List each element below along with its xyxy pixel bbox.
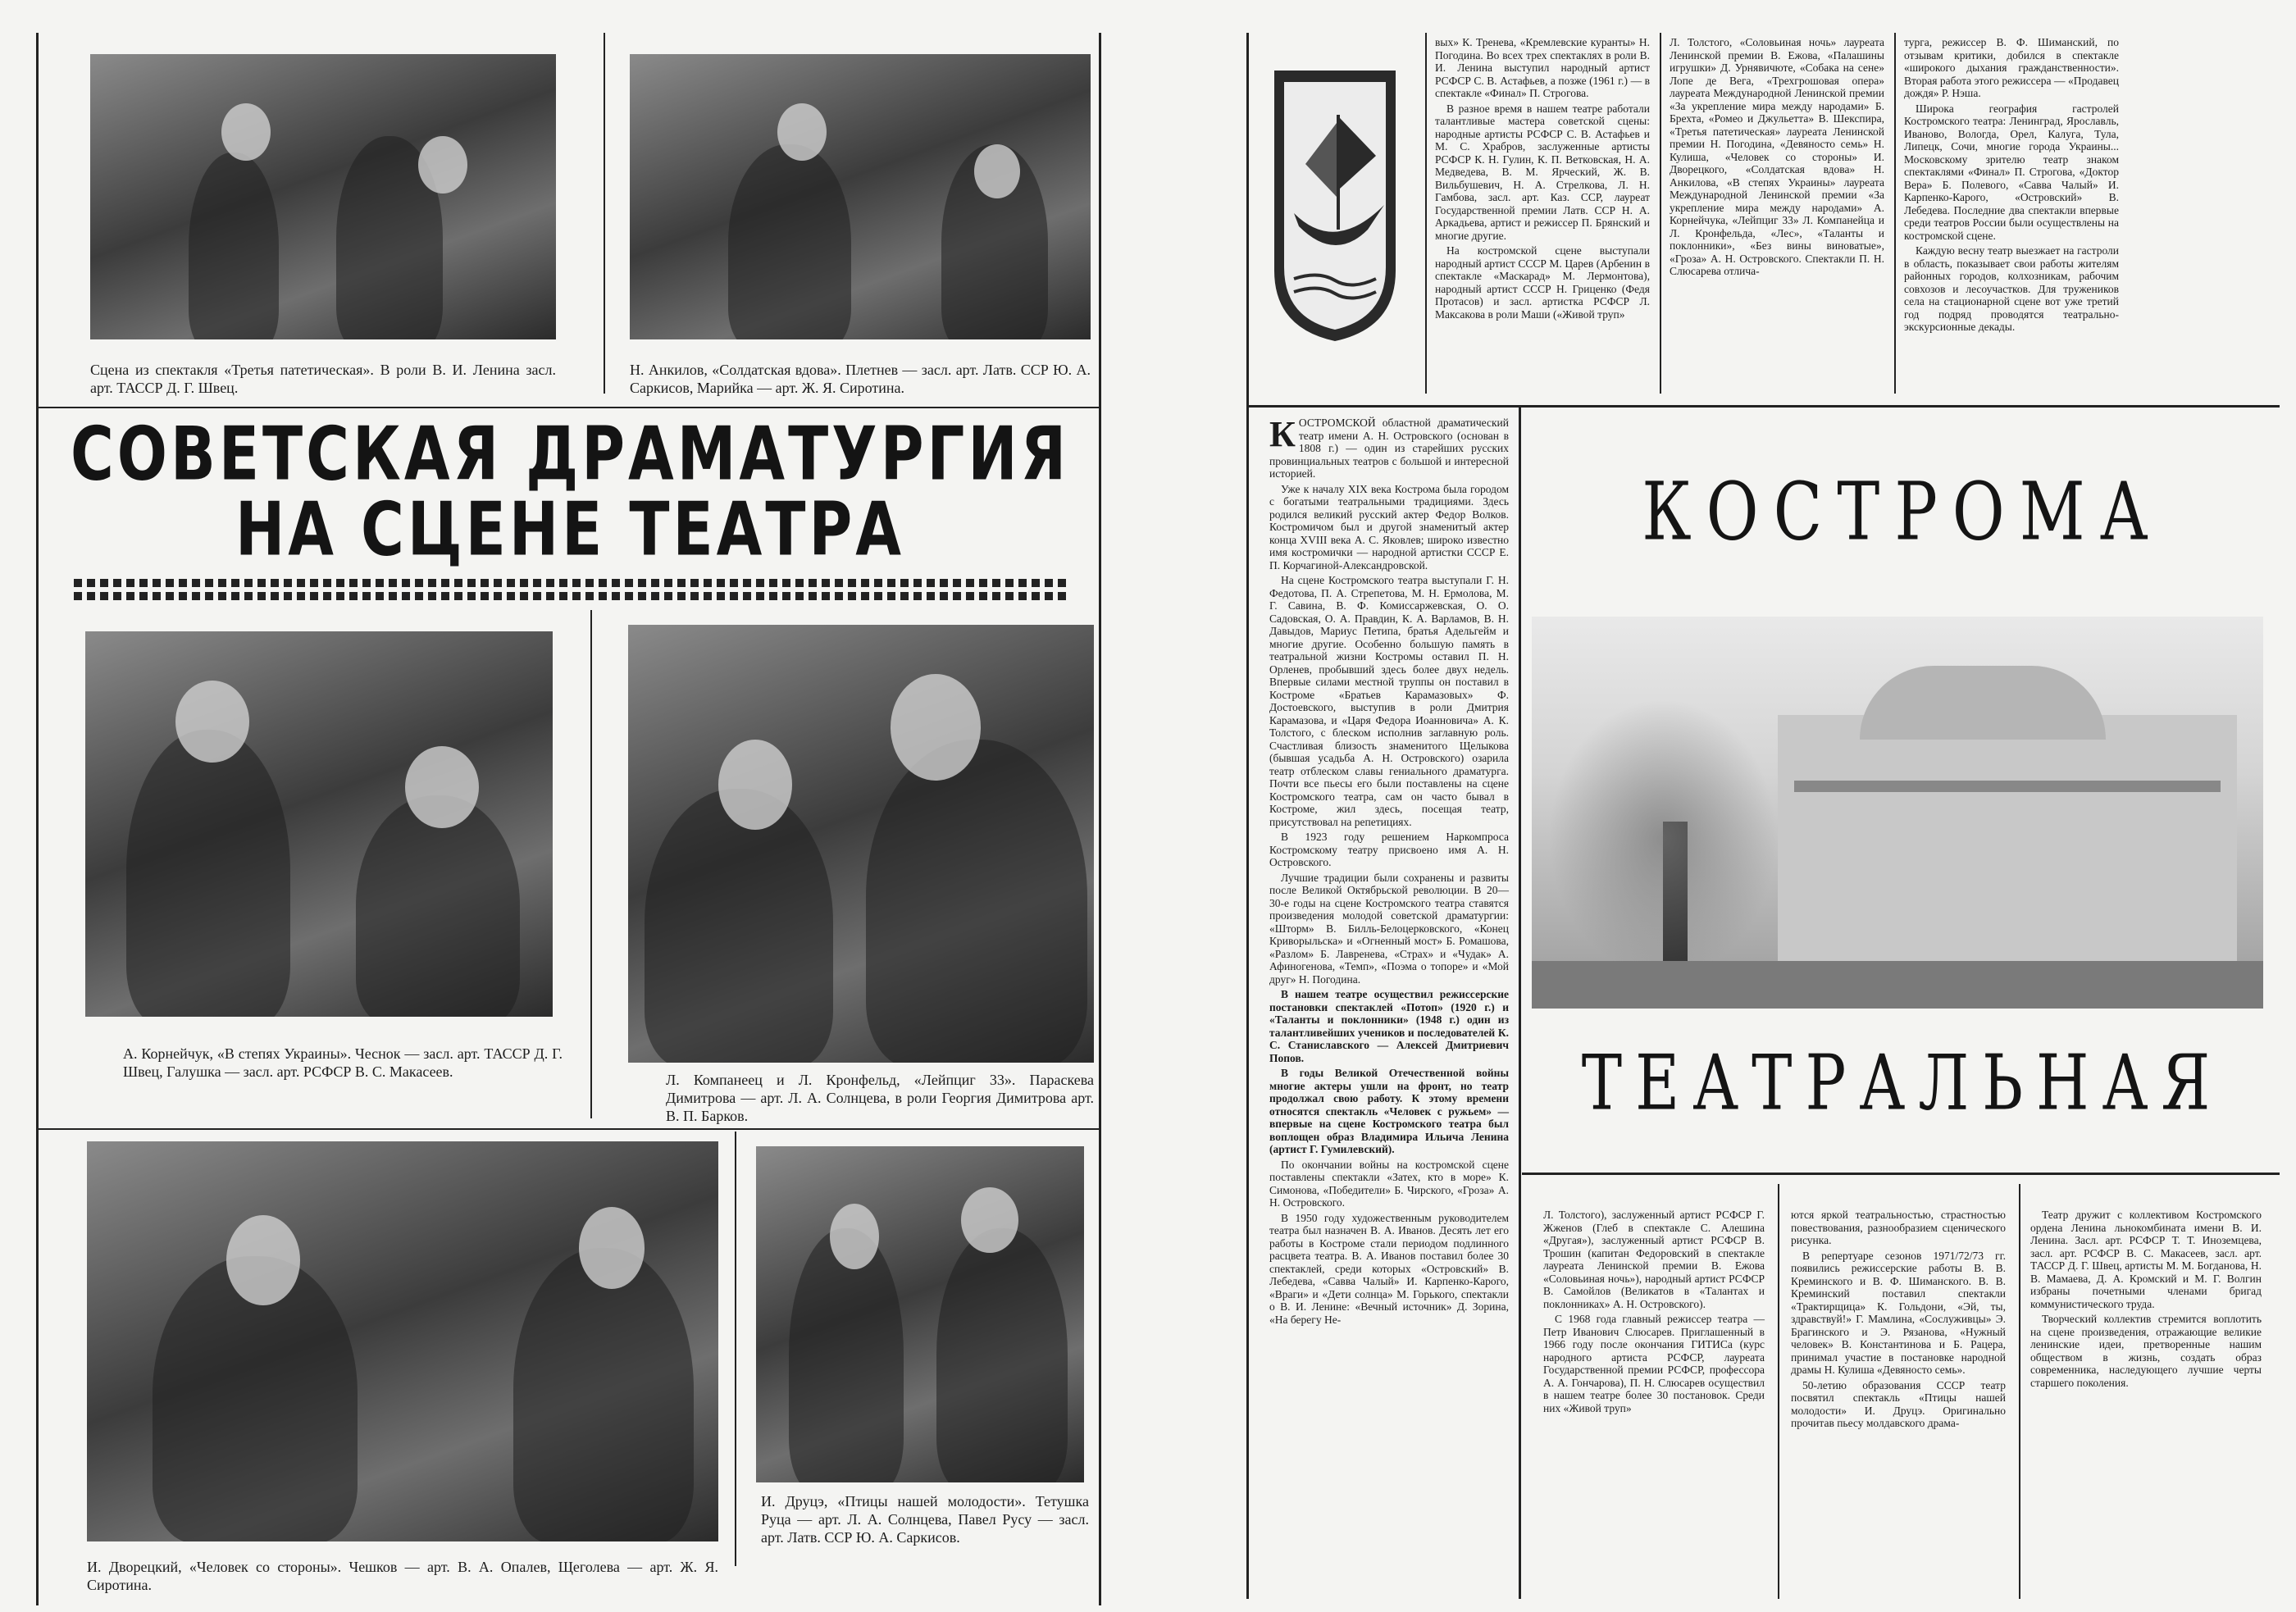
paragraph: ются яркой театральностью, страстностью повествования, разнообразием сценического рисунка. [1791, 1209, 2006, 1246]
headline-top-rule [36, 407, 1101, 408]
column-divider [735, 1132, 736, 1566]
paragraph: В репертуаре сезонов 1971/72/73 гг. появились режиссерские работы В. В. Креминского и В. Ф. Шиманского. В. В. Креминский поставил спектакли «Трактирщица» К. Гольдони, «Эй, ты, здравствуй!» Г. Мамлина, «Сослуживцы» Э. Брагинского и Э. Рязанова, «Нужный человек» В. Константинова и Б. Рацера, принимал участие в постановке народной драмы Н. Кулиша «Девяносто семь». [1791, 1249, 2006, 1376]
main-column-divider [1519, 405, 1521, 1599]
title-kostroma: КОСТРОМА [1642, 466, 2163, 559]
paragraph: вых» К. Тренева, «Кремлевские куранты» Н. Погодина. Во всех трех спектаклях в роли В. И. Ленина выступил народный артист РСФСР С. В. Астафьев, а позже (1961 г.) — в спектакле «Финал» П. Строгова. [1435, 36, 1650, 99]
text-column-3 [1904, 36, 2119, 336]
title-teatralnaya: ТЕАТРАЛЬНАЯ [1581, 1039, 2224, 1127]
column-divider [1894, 33, 1896, 394]
caption-photo-2: Н. Анкилов, «Солдатская вдова». Плетнев — засл. арт. Латв. ССР Ю. А. Саркисов, Марийка — арт. Ж. Я. Сиротина. [630, 362, 1091, 396]
paragraph: Творческий коллектив стремится воплотить на сцене произведения, отражающие великие ленинские идеи, претворенные нашим обществом в жизнь, создать образ современника, наследующего лучшие черты старшего поколения. [2030, 1313, 2262, 1389]
section-rule [36, 1128, 1101, 1130]
headline-line-1: СОВЕТСКАЯ ДРАМАТУРГИЯ [70, 410, 1070, 497]
paragraph: Лучшие традиции были сохранены и развиты после Великой Октябрьской революции. В 20—30-е годы на сцене Костромского театра ставятся произведения молодой советской драматургии: «Шторм» В. Билль-Белоцерковского, «Конец Криворыльска» и «Огненный мост» Б. Ромашова, «Разлом» Б. Лавренева, «Страх» и «Чудак» А. Афиногенова, «Темп», «Поэма о топоре» и «Мой друг» Н. Погодина. [1269, 871, 1509, 986]
headline-line-2: НА СЦЕНЕ ТЕАТРА [235, 485, 904, 572]
caption-photo-3: А. Корнейчук, «В степях Украины». Чеснок — засл. арт. ТАССР Д. Г. Швец, Галушка — засл. арт. РСФСР В. С. Макасеев. [123, 1045, 563, 1080]
paragraph: Л. Толстого, «Соловьиная ночь» лауреата Ленинской премии В. Ежова, «Палашины игрушки» Д. Урнявичюте, «Собака на сене» Лопе де Вега, «Трехгрошовая опера» лауреата Международной Ленинской премии «За укрепление мира между народами» Б. Брехта, «Ромео и Джульетта» В. Шекспира, «Третья патетическая» лауреата Ленинской премии Н. Погодина, «Девяносто семь» Н. Кулиша, «Человек со стороны» И. Дворецкого, «Солдатская вдова» Н. Анкилова, «В степях Украины» лауреата Международной Ленинской премии «За укрепление мира между народами» А. Корнейчука, «Лейпциг 33» Л. Компанейца и Л. Кронфельда, «Лес», «Таланты и поклонники», «Без вины виноватые», «Гроза» А. Н. Островского. Спектакли П. Н. Слюсарева отлича- [1670, 36, 1884, 277]
photo-kostroma-theatre-building [1532, 617, 2263, 1009]
caption-photo-4: Л. Компанеец и Л. Кронфельд, «Лейпциг 33». Параскева Димитрова — арт. Л. А. Солнцева, в роли Георгия Димитрова арт. В. П. Барков. [666, 1072, 1094, 1124]
text-column-2 [1670, 36, 1884, 280]
paragraph: В 1950 году художественным руководителем театра был назначен В. А. Иванов. Десять лет его работы в Костроме стали периодом подлинного расцвета театра. В. А. Иванов поставил более 30 спектаклей, среди которых «Островский» В. Лебедева, «Савва Чалый» И. Карпенко-Карого, «Враги» и «Дети солнца» М. Горького, спектакли о В. И. Ленине: «Вечный источник» Д. Зорина, «На берегу Не- [1269, 1211, 1509, 1326]
paragraph: Уже к началу XIX века Кострома была городом с богатыми театральными традициями. Здесь родился великий русский актер Федор Волков. Костромичом был и другой знаменитый актер конца XVIII века А. С. Яковлев; широко известно имя костромички — народной артистки СССР Е. П. Корчагиной-Александровской. [1269, 482, 1509, 571]
headline-decorative-rule [74, 579, 1066, 587]
paragraph: Широка география гастролей Костромского театра: Ленинград, Ярославль, Иваново, Вологда, Орел, Калуга, Тула, Липецк, Сочи, многие города Украины... Московскому зрителю театр знаком спектаклями «Финал» П. Строгова, «Доктор Вера» Б. Полевого, «Савва Чалый» И. Карпенко-Карого, «Островский» В. Лебедева. Последние два спектакли впервые среди театров России были осуществлены на костромской сцене. [1904, 102, 2119, 242]
column-divider [1660, 33, 1661, 394]
paragraph: В разное время в нашем театре работали талантливые мастера советской сцены: народные артисты РСФСР С. В. Астафьев и М. С. Храбров, заслуженные артисты РСФСР К. Н. Гулин, К. П. Ветковская, Н. А. Медведева, В. М. Ярческий, Ж. В. Вильбушевич, Н. А. Стрелкова, Л. Н. Гамбова, засл. арт. Каз. ССР, лауреат Государственной премии Латв. ССР Н. А. Аркадьева, артист и режиссер П. Брянский и многие другие. [1435, 102, 1650, 242]
text-column-1 [1435, 36, 1650, 323]
photo-leiptsig-33 [628, 625, 1094, 1063]
paragraph: На костромской сцене выступали народный артист СССР М. Царев (Арбенин в спектакле «Маскарад» М. Лермонтова), народный артист СССР Н. Гриценко (Федя Протасов) и засл. артистка РСФСР Л. Максакова в роли Маши («Живой труп» [1435, 244, 1650, 321]
column-divider [2019, 1184, 2020, 1599]
photo-tretya-pateticheskaya [90, 54, 556, 339]
right-page [1230, 0, 2296, 1612]
paragraph: Театр дружит с коллективом Костромского ордена Ленина льнокомбината имени В. И. Ленина. Засл. арт. РСФСР Т. Т. Иноземцева, засл. арт. РСФСР В. С. Макасеев, засл. арт. ТАССР Д. Г. Швец, артисты М. М. Богданова, Н. В. Мамаева, Д. А. Кромский и М. Г. Волгин избраны почетными членами бригад коммунистического труда. [2030, 1209, 2262, 1310]
left-border-line [1246, 33, 1249, 1599]
headline-decorative-rule-2 [74, 592, 1066, 600]
photo-soldatskaya-vdova [630, 54, 1091, 339]
photo-ptitsy-nashei-molodosti [756, 1146, 1084, 1482]
bottom-column-3 [2030, 1209, 2262, 1391]
paragraph: По окончании войны на костромской сцене поставлены спектакли «Затех, кто в море» К. Симонова, «Победители» Б. Чирского, «Гроза» А. Н. Островского. [1269, 1158, 1509, 1209]
paragraph-text: ОСТРОМСКОЙ областной драматический театр имени А. Н. Островского (основан в 1808 г.) — один из старейших русских провинциальных театров с большой и интересной историей. [1269, 417, 1509, 480]
caption-photo-5: И. Дворецкий, «Человек со стороны». Чешков — арт. В. А. Опалев, Щеголева — арт. Ж. Я. Сиротина. [87, 1559, 718, 1593]
kostroma-coat-of-arms-icon [1269, 66, 1401, 344]
paragraph: В 1923 году решением Наркомпроса Костромскому театру присвоено имя А. Н. Островского. [1269, 831, 1509, 868]
paragraph: В годы Великой Отечественной войны многие актеры ушли на фронт, но театр продолжал свою работу. К этому времени относятся спектакль «Человек с ружьем» — впервые на сцене Костромского театра был воплощен образ Владимира Ильича Ленина (артист Г. Гумилевский). [1269, 1067, 1509, 1155]
paragraph: В нашем театре осуществил режиссерские постановки спектаклей «Потоп» (1920 г.) и «Таланты и поклонники» (1948 г.) один из талантливейших учеников и последователей К. С. Станиславского — Алексей Дмитриевич Попов. [1269, 988, 1509, 1064]
paragraph: Каждую весну театр выезжает на гастроли в область, показывает свои работы жителям районных городов, колхозникам, рабочим совхозов и лесоучастков. Для тружеников села на стационарной сцене вот уже третий год подряд проводятся театрально-экскурсионные декады. [1904, 244, 2119, 333]
bottom-column-1 [1543, 1209, 1765, 1417]
drop-cap: К [1269, 414, 1296, 454]
column-divider [1425, 33, 1427, 394]
left-page [0, 0, 1125, 1612]
paragraph: На сцене Костромского театра выступали Г. Н. Федотова, П. А. Стрепетова, М. Н. Ермолова, М. Г. Савина, В. Ф. Комиссаржевская, О. О. Садовская, О. А. Правдин, К. А. Варламов, В. Н. Давыдов, Мариус Петипа, братья Адельгейм и многие другие. Особенно большую память в театральной жизни Костромы оставил П. Н. Орленев, пробывший здесь более двух недель. Впервые силами местной труппы он поставил в Костроме «Братьев Карамазовых» Ф. Достоевского, выступив в роли Дмитрия Карамазова, и «Царя Федора Иоанновича» А. К. Толстого, с блеском исполнив заглавную роль. Счастливая близость знаменитого Щелыкова (бывшая усадьба А. Н. Островского) озарила театр отблеском славы гениального драматурга. Почти все пьесы его были поставлены на сцене Костромского театра, сам он часто бывал в Костроме, жил здесь, посещая театр, присутствовал на репетициях. [1269, 574, 1509, 828]
photo-chelovek-so-storony [87, 1141, 718, 1541]
left-border-line [36, 33, 39, 1605]
main-article [1269, 414, 1509, 1328]
paragraph: С 1968 года главный режиссер театра — Петр Иванович Слюсарев. Приглашенный в 1966 году после окончания ГИТИСа (курс народного артиста РСФСР, лауреата Государственной премии РСФСР, профессора А. А. Гончарова), П. Н. Слюсарев осуществил в нашем театре более 30 постановок. Среди них «Живой труп» [1543, 1313, 1765, 1414]
column-divider [590, 610, 592, 1118]
column-divider [1778, 1184, 1779, 1599]
column-divider [604, 33, 605, 394]
top-section-rule [1246, 405, 2280, 408]
right-border-line [1099, 33, 1101, 1605]
paragraph: 50-летию образования СССР театр посвятил спектакль «Птицы нашей молодости» И. Друцэ. Оригинально прочитав пьесу молдавского драма- [1791, 1378, 2006, 1429]
caption-photo-6: И. Друцэ, «Птицы нашей молодости». Тетушка Руца — арт. Л. А. Солнцева, Павел Русу — засл. арт. Латв. ССР Ю. А. Саркисов. [761, 1493, 1089, 1546]
paragraph [1269, 414, 1509, 480]
paragraph: турга, режиссер В. Ф. Шиманский, по отзывам критики, добился в спектакле «широкого дыхания гражданственности». Вторая работа этого режиссера — «Продавец дождя» Р. Нэша. [1904, 36, 2119, 99]
bottom-section-rule [1522, 1173, 2280, 1175]
paragraph: Л. Толстого), заслуженный артист РСФСР Г. Жженов (Глеб в спектакле С. Алешина «Другая»), заслуженный артист РСФСР В. Трошин (капитан Федоровский в спектакле лауреата Ленинской премии В. Ежова «Соловьиная ночь»), народный артист РСФСР В. Самойлов (Великатов в «Талантах и поклонниках» А. Н. Островского). [1543, 1209, 1765, 1310]
bottom-column-2 [1791, 1209, 2006, 1432]
caption-photo-1: Сцена из спектакля «Третья патетическая». В роли В. И. Ленина засл. арт. ТАССР Д. Г. Швец. [90, 362, 556, 396]
photo-v-stepyakh-ukrainy [85, 631, 553, 1017]
